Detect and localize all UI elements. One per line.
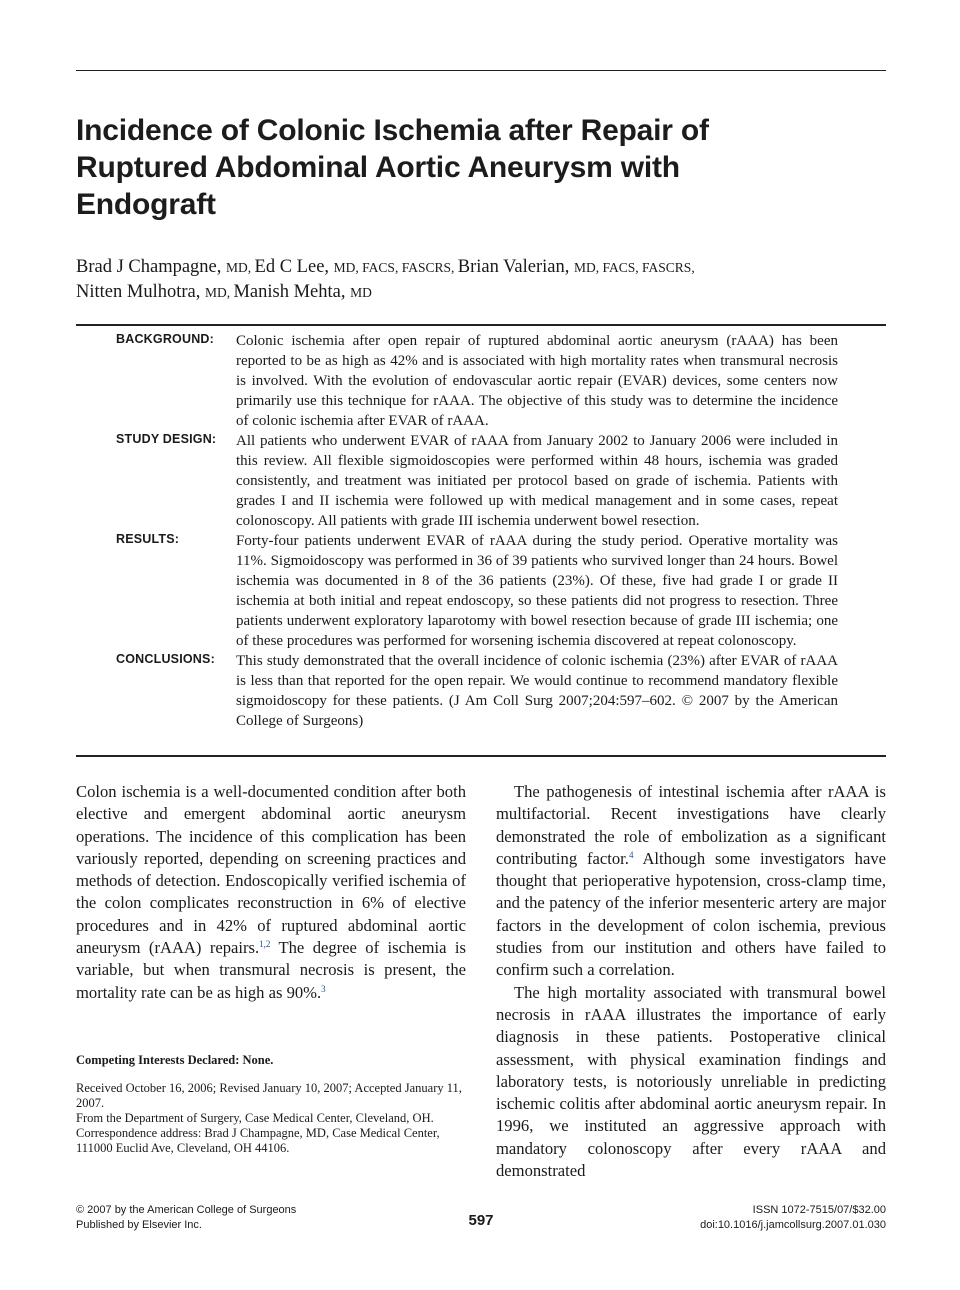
author-degrees: MD [350, 285, 372, 300]
issn: ISSN 1072-7515/07/$32.00 [752, 1204, 886, 1216]
article-title: Incidence of Colonic Ischemia after Repair of Ruptured Abdominal Aortic Aneurysm with Endograft [76, 114, 709, 221]
abstract-text: All patients who underwent EVAR of rAAA from January 2002 to January 2006 were included in this review. All flexible sigmoidoscopies were performed within 48 hours, ischemia was graded consistently, and treatment was initiated per protocol based on grade of ischemia. Patients with grades I and II ischemia were followed up with medical management and in some cases, repeat colonoscopy. All patients with grade III ischemia underwent bowel resection. [236, 433, 838, 529]
body-text: The pathogenesis of intestinal ischemia after rAAA is multifactorial. Recent investigations have clearly demonstrated the role of embolization as a significant contributing factor. [496, 782, 886, 868]
body-paragraph [496, 781, 886, 982]
abstract-text: This study demonstrated that the overall incidence of colonic ischemia (23%) after EVAR of rAAA is less than that reported for the open repair. We would continue to recommend mandatory flexible sigmoidoscopy for these patients. (J Am Coll Surg 2007;204:597–602. © 2007 by the American College of Surgeons) [236, 653, 838, 729]
correspondence-address: Correspondence address: Brad J Champagne, MD, Case Medical Center, 111000 Euclid Ave, Cleveland, OH 44106. [76, 1126, 440, 1155]
publisher: Published by Elsevier Inc. [76, 1219, 202, 1231]
abstract-section-results [76, 531, 838, 651]
abstract-section-background [76, 331, 838, 431]
body-column-right [496, 781, 886, 1182]
author-line-1 [76, 255, 836, 280]
author-name: Ed C Lee, [254, 257, 334, 277]
abstract-label: BACKGROUND: [116, 332, 215, 346]
author-line-2 [76, 280, 836, 305]
competing-interests: Competing Interests Declared: None. [76, 1053, 274, 1067]
footer-right [700, 1203, 886, 1233]
abstract-label: RESULTS: [116, 532, 180, 546]
author-degrees: MD, FACS, FASCRS, [574, 260, 695, 275]
abstract-section-study-design [76, 431, 838, 531]
citation-link[interactable]: 1,2 [259, 939, 271, 950]
abstract-text: Forty-four patients underwent EVAR of rAAA during the study period. Operative mortality was 11%. Sigmoidoscopy was performed in 36 of 39 patients who survived longer than 24 hours. Bowel ischemia was documented in 8 of the 36 patients (23%). Of these, five had grade I or grade II ischemia at both initial and repeat endoscopy, so these patients did not progress to resection. Three patients underwent exploratory laparotomy with bowel resection because of grade III ischemia; one of these procedures was performed for worsening ischemia discovered at repeat colonoscopy. [236, 533, 838, 649]
abstract-section-conclusions [76, 651, 838, 731]
author-degrees: MD, [204, 285, 234, 300]
body-paragraph [76, 781, 466, 1004]
body-column-left [76, 781, 466, 1004]
abstract-text: Colonic ischemia after open repair of ruptured abdominal aortic aneurysm (rAAA) has been reported to be as high as 42% and is associated with high mortality rates when transmural necrosis is involved. With the evolution of endovascular aortic repair (EVAR) devices, some centers now primarily use this technique for rAAA. The objective of this study was to determine the incidence of colonic ischemia after EVAR of rAAA. [236, 333, 838, 429]
author-name: Manish Mehta, [233, 282, 351, 302]
body-text: Although some investigators have thought that perioperative hypotension, cross-clamp time, and the patency of the inferior mesenteric artery are major factors in the development of colon ischemia, previous studies from our institution and others have failed to confirm such a correlation. [496, 848, 886, 980]
footnotes [76, 1053, 466, 1156]
author-list [76, 255, 836, 305]
received-dates: Received October 16, 2006; Revised January 10, 2007; Accepted January 11, 2007. [76, 1081, 462, 1110]
top-rule [76, 70, 886, 71]
author-name: Brad J Champagne, [76, 257, 227, 277]
abstract [76, 331, 838, 731]
abstract-bottom-rule [76, 755, 886, 757]
author-name: Nitten Mulhotra, [76, 282, 205, 302]
citation-link[interactable]: 4 [628, 849, 634, 860]
abstract-top-rule [76, 324, 886, 326]
affiliation: From the Department of Surgery, Case Medical Center, Cleveland, OH. [76, 1111, 434, 1125]
doi[interactable]: doi:10.1016/j.jamcollsurg.2007.01.030 [700, 1219, 886, 1231]
copyright: © 2007 by the American College of Surgeons [76, 1204, 297, 1216]
body-text: The degree of ischemia is variable, but when transmural necrosis is present, the mortality rate can be as high as 90%. [76, 938, 466, 1002]
page-number: 597 [468, 1212, 494, 1229]
author-degrees: MD, [226, 260, 255, 275]
body-paragraph: The high mortality associated with transmural bowel necrosis in rAAA illustrates the importance of early diagnosis in these patients. Postoperative clinical assessment, with physical examination findings and laboratory tests, is notoriously unreliable in predicting ischemic colitis after abdominal aortic aneurysm repair. In 1996, we instituted an aggressive approach with mandatory colonoscopy after every rAAA and demonstrated [496, 982, 886, 1181]
author-name: Brian Valerian, [457, 257, 575, 277]
abstract-label: STUDY DESIGN: [116, 432, 217, 446]
author-degrees: MD, FACS, FASCRS, [333, 260, 458, 275]
body-text: Colon ischemia is a well-documented condition after both elective and emergent abdominal aortic aneurysm operations. The incidence of this complication has been variously reported, depending on screening practices and methods of detection. Endoscopically verified ischemia of the colon complicates reconstruction in 6% of elective procedures and in 42% of ruptured abdominal aortic aneurysm (rAAA) repairs. [76, 782, 466, 958]
citation-link[interactable]: 3 [321, 983, 326, 994]
abstract-label: CONCLUSIONS: [116, 652, 215, 666]
